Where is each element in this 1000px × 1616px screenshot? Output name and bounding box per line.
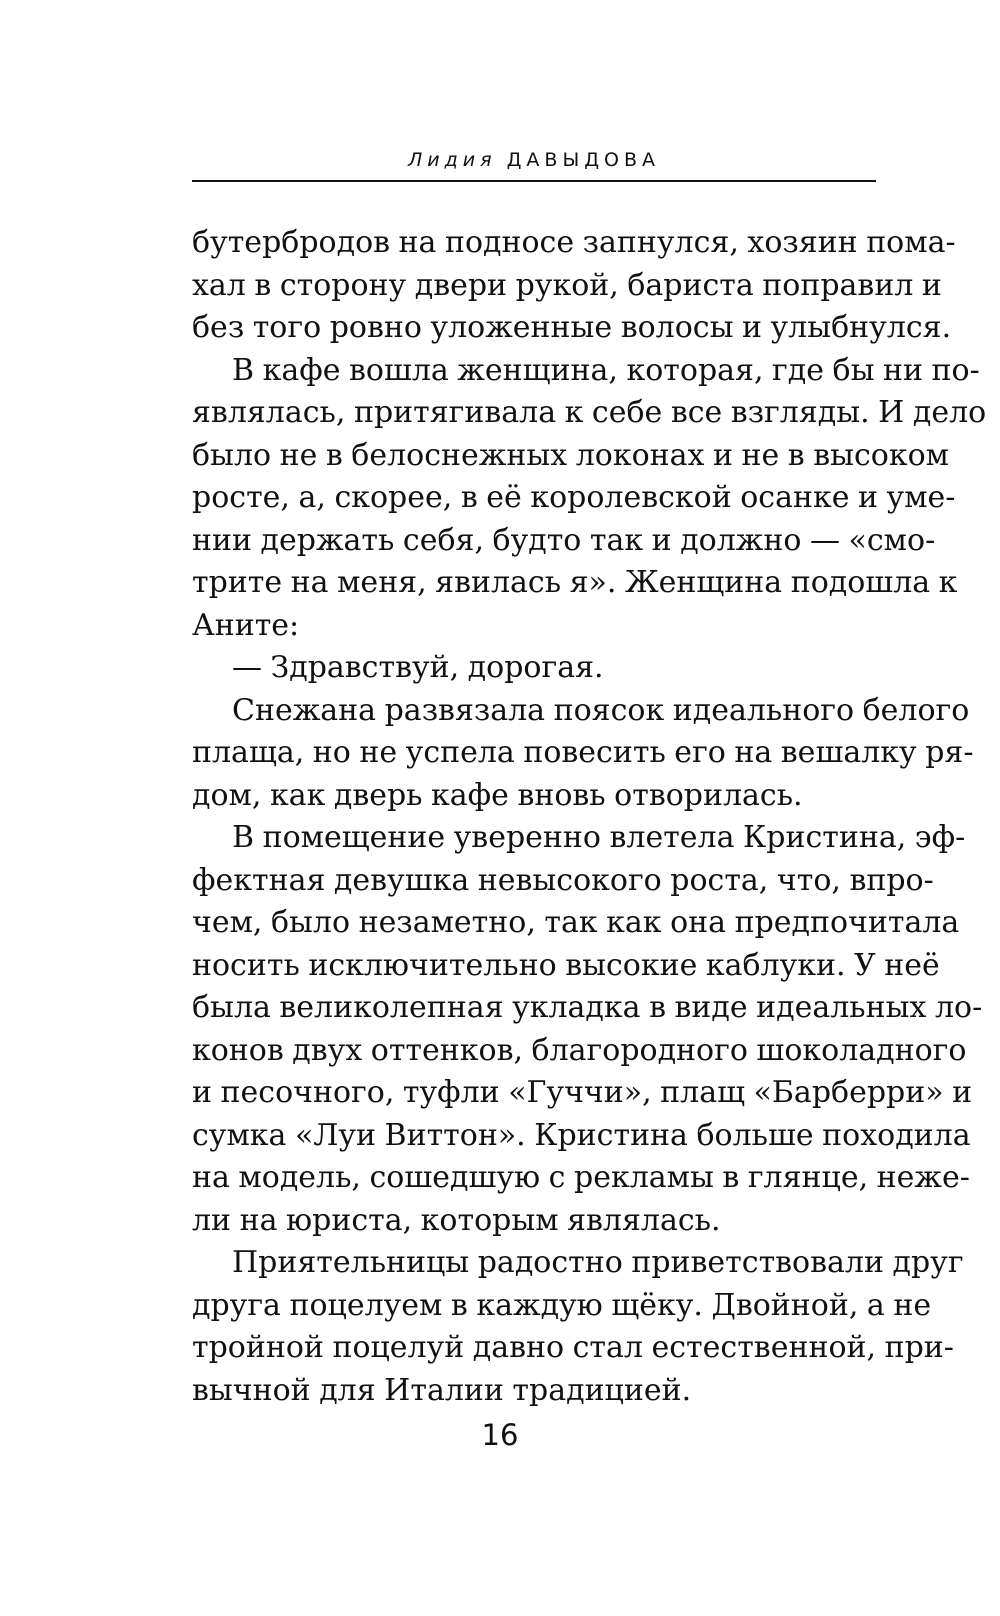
text-line: Снежана развязала поясок идеального белого bbox=[232, 692, 970, 728]
header-author bbox=[408, 150, 660, 170]
text-line: вычной для Италии традицией. bbox=[192, 1372, 692, 1408]
page-number: 16 bbox=[481, 1418, 519, 1452]
text-line: конов двух оттенков, благородного шоколадного bbox=[192, 1032, 967, 1068]
text-line: друга поцелуем в каждую щёку. Двойной, а не bbox=[192, 1287, 932, 1323]
header-author-first-name: Лидия bbox=[407, 149, 497, 171]
text-line: и песочного, туфли «Гуччи», плащ «Барберри» и bbox=[192, 1075, 973, 1110]
running-header bbox=[192, 150, 876, 182]
header-author-last-name: ДАВЫДОВА bbox=[506, 149, 661, 171]
text-line: чем, было незаметно, так как она предпочитала bbox=[192, 905, 960, 940]
text-line: В кафе вошла женщина, которая, где бы ни по- bbox=[232, 352, 980, 388]
page-text bbox=[192, 222, 987, 1412]
text-line: В помещение уверенно влетела Кристина, эф- bbox=[232, 820, 966, 855]
text-line: фектная девушка невысокого роста, что, впро- bbox=[192, 862, 934, 898]
text-line: была великолепная укладка в виде идеальных ло- bbox=[192, 990, 983, 1025]
text-line: трите на меня, явилась я». Женщина подошла к bbox=[192, 565, 958, 600]
text-line: бутербродов на подносе запнулся, хозяин пома- bbox=[192, 225, 956, 260]
text-line: ли на юриста, которым являлась. bbox=[192, 1202, 721, 1238]
text-line: сумка «Луи Виттон». Кристина больше походила bbox=[192, 1117, 971, 1153]
text-line: Приятельницы радостно приветствовали друг bbox=[232, 1245, 964, 1280]
text-line: нии держать себя, будто так и должно — «смо- bbox=[192, 522, 936, 558]
text-line: было не в белоснежных локонах и не в высоком bbox=[192, 437, 949, 473]
text-line: Аните: bbox=[192, 607, 300, 643]
text-line: плаща, но не успела повесить его на вешалку ря- bbox=[192, 735, 974, 770]
text-line: — Здравствуй, дорогая. bbox=[232, 650, 604, 685]
text-line: без того ровно уложенные волосы и улыбнулся. bbox=[192, 310, 952, 345]
text-line: носить исключительно высокие каблуки. У неё bbox=[192, 947, 940, 983]
text-line: являлась, притягивала к себе все взгляды. И дело bbox=[192, 395, 987, 430]
text-line: хал в сторону двери рукой, бариста поправил и bbox=[192, 267, 942, 303]
text-line: тройной поцелуй давно стал естественной, при- bbox=[192, 1330, 954, 1365]
text-line: росте, а, скорее, в её королевской осанке и уме- bbox=[192, 480, 956, 515]
text-line: дом, как дверь кафе вновь отворилась. bbox=[192, 777, 803, 813]
text-line: на модель, сошедшую с рекламы в глянце, неже- bbox=[192, 1160, 970, 1195]
